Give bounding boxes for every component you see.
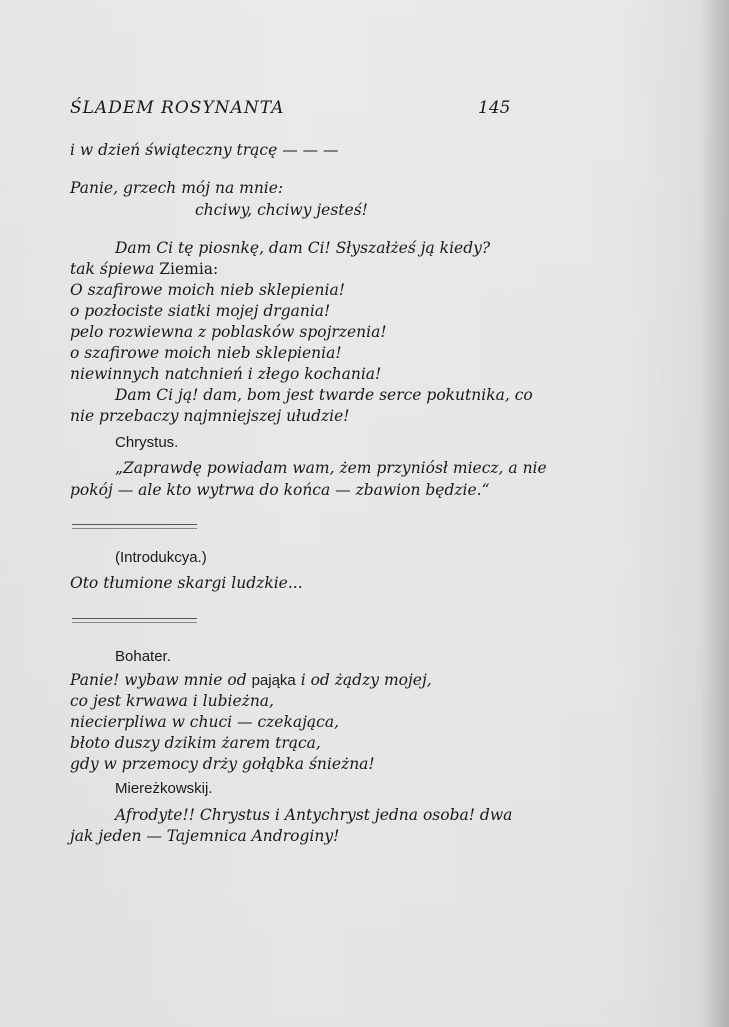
speaker-name: Chrystus.	[115, 434, 179, 451]
verse-line: jak jeden — Tajemnica Androginy!	[70, 827, 340, 845]
verse-line: co jest krwawa i lubieżna,	[70, 692, 274, 710]
verse-line	[70, 259, 218, 279]
verse-line: niewinnych natchnień i złego kochania!	[70, 365, 382, 383]
section-divider	[72, 524, 197, 529]
verse-text: pająka	[251, 672, 296, 689]
verse-line: Dam Ci tę piosnkę, dam Ci! Słyszałżeś ją kiedy?	[115, 239, 491, 257]
section-label: (Introdukcya.)	[115, 549, 207, 566]
speaker-name: Miereżkowskij.	[115, 780, 213, 797]
verse-line: Dam Ci ją! dam, bom jest twarde serce pokutnika, co	[115, 386, 533, 404]
speaker-name: Bohater.	[115, 648, 171, 665]
verse-line: pokój — ale kto wytrwa do końca — zbawion będzie.“	[70, 481, 490, 499]
verse-line: i w dzień świąteczny trącę — — —	[70, 141, 339, 159]
verse-text: i od żądzy mojej,	[300, 671, 432, 689]
page-number: 145	[478, 98, 511, 118]
verse-line	[70, 670, 432, 691]
section-divider	[72, 618, 197, 623]
verse-line: nie przebaczy najmniejszej ułudzie!	[70, 407, 350, 425]
verse-line: Afrodyte!! Chrystus i Antychryst jedna osoba! dwa	[115, 806, 513, 824]
verse-line: „Zaprawdę powiadam wam, żem przyniósł miecz, a nie	[115, 459, 547, 477]
verse-line: pelo rozwiewna z poblasków spojrzenia!	[70, 323, 387, 341]
verse-line: niecierpliwa w chuci — czekająca,	[70, 713, 339, 731]
verse-line: gdy w przemocy drży gołąbka śnieżna!	[70, 755, 375, 773]
running-title: ŚLADEM ROSYNANTA	[70, 98, 285, 118]
verse-line: O szafirowe moich nieb sklepienia!	[70, 281, 345, 299]
verse-text: tak śpiewa	[70, 260, 155, 278]
verse-line: błoto duszy dzikim żarem trąca,	[70, 734, 321, 752]
verse-line: Panie, grzech mój na mnie:	[70, 179, 284, 197]
verse-line: o pozłociste siatki mojej drgania!	[70, 302, 331, 320]
verse-text: Ziemia:	[159, 260, 219, 278]
verse-text: Panie! wybaw mnie od	[70, 671, 247, 689]
verse-line: o szafirowe moich nieb sklepienia!	[70, 344, 342, 362]
verse-line: chciwy, chciwy jesteś!	[195, 201, 368, 219]
verse-line: Oto tłumione skargi ludzkie...	[70, 574, 303, 592]
